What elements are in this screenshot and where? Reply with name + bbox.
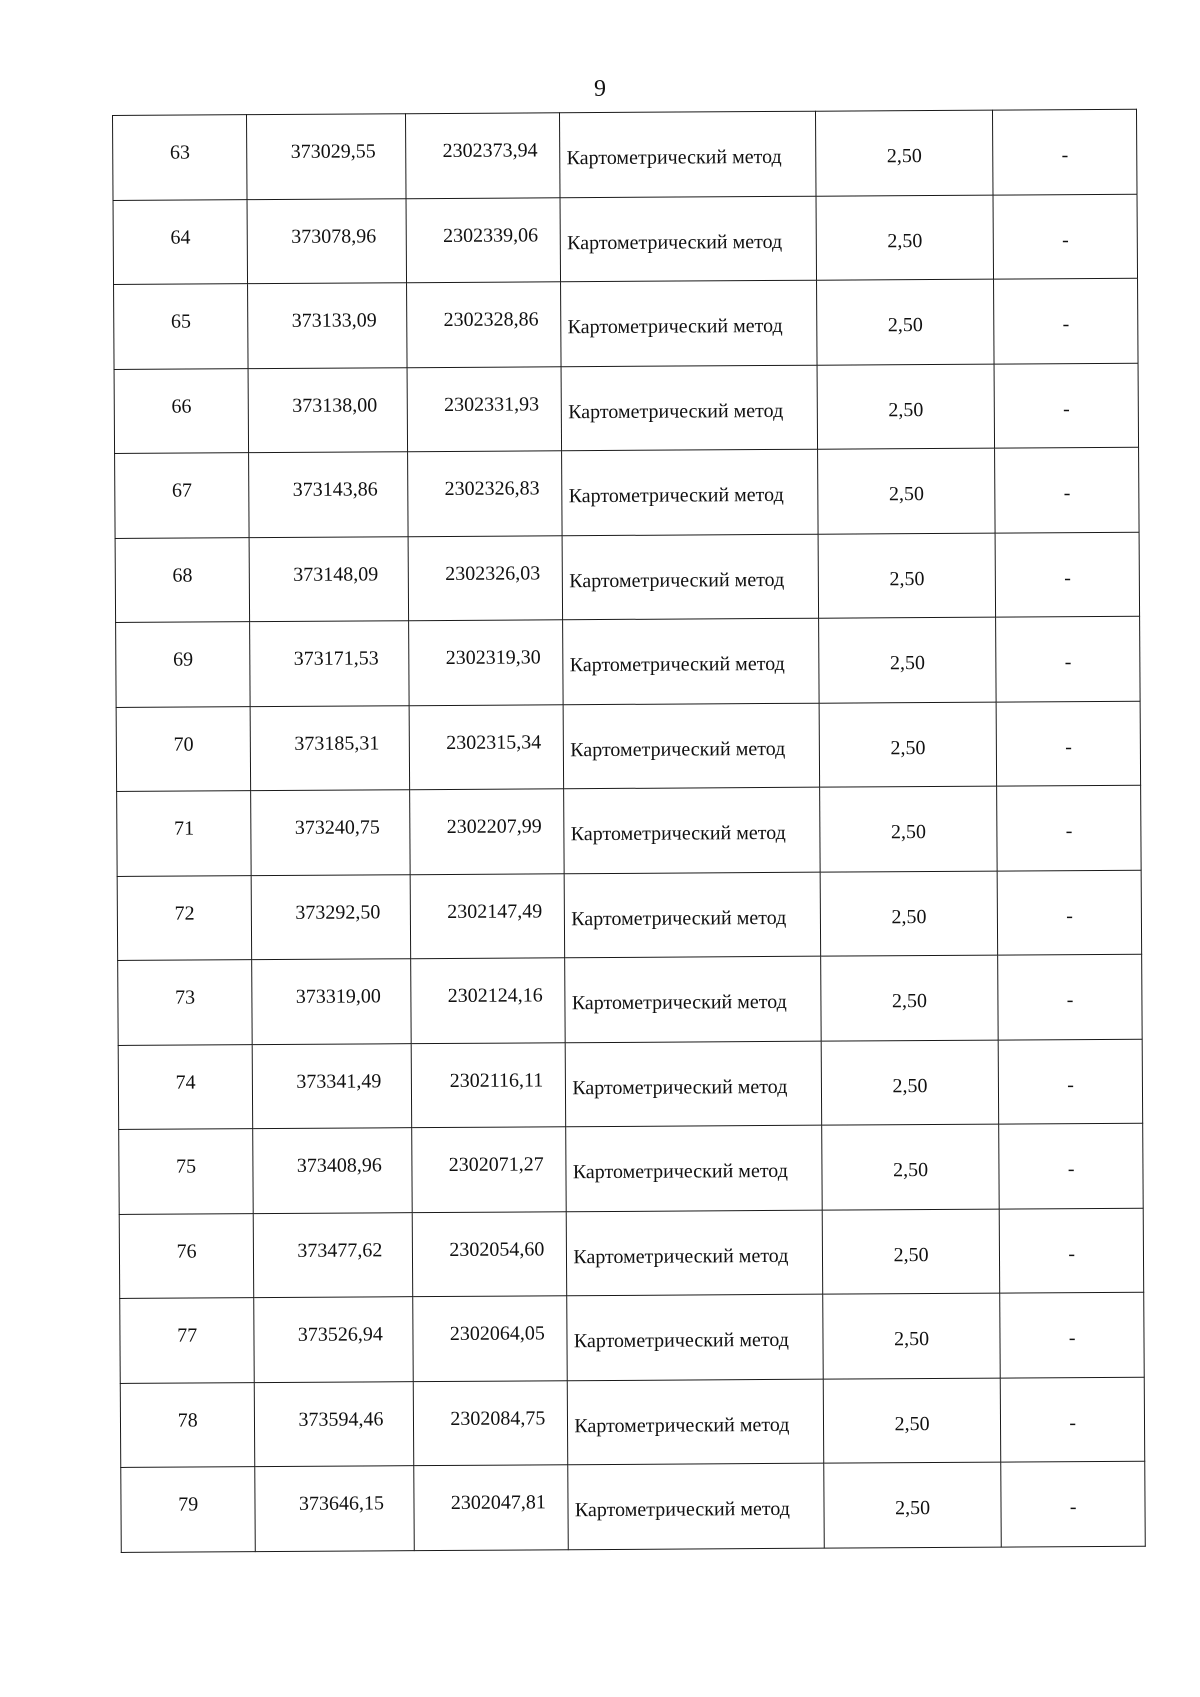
y-coordinate-cell: 2302054,60 bbox=[413, 1211, 567, 1296]
y-coordinate-cell: 2302207,99 bbox=[410, 789, 564, 874]
x-coordinate-cell: 373185,31 bbox=[251, 705, 411, 790]
y-coordinate-cell: 2302326,83 bbox=[408, 451, 562, 536]
x-coordinate-cell: 373526,94 bbox=[254, 1297, 414, 1382]
y-coordinate-cell: 2302373,94 bbox=[406, 113, 560, 198]
x-coordinate-cell: 373148,09 bbox=[249, 536, 409, 621]
accuracy-cell: 2,50 bbox=[823, 1293, 1001, 1379]
note-cell: - bbox=[994, 363, 1138, 448]
table-row bbox=[114, 278, 1138, 369]
method-cell: Картометрический метод bbox=[562, 449, 818, 535]
method-cell: Картометрический метод bbox=[564, 787, 820, 873]
accuracy-cell: 2,50 bbox=[823, 1378, 1001, 1464]
note-cell: - bbox=[993, 109, 1137, 194]
x-coordinate-cell: 373133,09 bbox=[248, 283, 408, 368]
note-cell: - bbox=[1000, 1292, 1144, 1377]
y-coordinate-cell: 2302116,11 bbox=[412, 1042, 566, 1127]
y-coordinate-cell: 2302315,34 bbox=[410, 704, 564, 789]
y-coordinate-cell: 2302124,16 bbox=[411, 958, 565, 1043]
method-cell: Картометрический метод bbox=[563, 618, 819, 704]
accuracy-cell: 2,50 bbox=[818, 617, 996, 703]
y-coordinate-cell: 2302147,49 bbox=[411, 873, 565, 958]
note-cell: - bbox=[996, 701, 1140, 786]
table-row bbox=[121, 1461, 1145, 1552]
note-cell: - bbox=[998, 954, 1142, 1039]
table-row bbox=[113, 194, 1137, 285]
accuracy-cell: 2,50 bbox=[820, 955, 998, 1041]
accuracy-cell: 2,50 bbox=[821, 1040, 999, 1126]
x-coordinate-cell: 373078,96 bbox=[247, 198, 407, 283]
method-cell: Картометрический метод bbox=[561, 280, 817, 366]
y-coordinate-cell: 2302326,03 bbox=[409, 535, 563, 620]
table-row bbox=[118, 1039, 1142, 1130]
method-cell: Картометрический метод bbox=[561, 365, 817, 451]
point-number-cell: 75 bbox=[119, 1129, 254, 1214]
table-row bbox=[120, 1292, 1144, 1383]
note-cell: - bbox=[995, 447, 1139, 532]
x-coordinate-cell: 373143,86 bbox=[249, 452, 409, 537]
accuracy-cell: 2,50 bbox=[819, 786, 997, 872]
method-cell: Картометрический метод bbox=[560, 196, 816, 282]
method-cell: Картометрический метод bbox=[565, 956, 821, 1042]
table-row bbox=[115, 447, 1139, 538]
x-coordinate-cell: 373477,62 bbox=[254, 1212, 414, 1297]
x-coordinate-cell: 373171,53 bbox=[250, 621, 410, 706]
accuracy-cell: 2,50 bbox=[819, 702, 997, 788]
note-cell: - bbox=[1001, 1461, 1145, 1546]
method-cell: Картометрический метод bbox=[566, 1125, 822, 1211]
y-coordinate-cell: 2302084,75 bbox=[414, 1380, 568, 1465]
x-coordinate-cell: 373319,00 bbox=[252, 959, 412, 1044]
point-number-cell: 79 bbox=[121, 1467, 256, 1552]
point-number-cell: 74 bbox=[118, 1044, 253, 1129]
method-cell: Картометрический метод bbox=[567, 1294, 823, 1380]
accuracy-cell: 2,50 bbox=[818, 533, 996, 619]
point-number-cell: 73 bbox=[118, 960, 253, 1045]
method-cell: Картометрический метод bbox=[560, 111, 816, 197]
method-cell: Картометрический метод bbox=[564, 872, 820, 958]
y-coordinate-cell: 2302319,30 bbox=[409, 620, 563, 705]
point-number-cell: 66 bbox=[114, 368, 249, 453]
y-coordinate-cell: 2302339,06 bbox=[406, 197, 560, 282]
note-cell: - bbox=[1000, 1208, 1144, 1293]
method-cell: Картометрический метод bbox=[563, 703, 819, 789]
method-cell: Картометрический метод bbox=[568, 1463, 824, 1549]
point-number-cell: 72 bbox=[117, 875, 252, 960]
y-coordinate-cell: 2302331,93 bbox=[407, 366, 561, 451]
table-row bbox=[119, 1208, 1143, 1299]
accuracy-cell: 2,50 bbox=[815, 110, 993, 196]
method-cell: Картометрический метод bbox=[568, 1379, 824, 1465]
table-row bbox=[115, 532, 1139, 623]
coordinates-table bbox=[112, 109, 1146, 1553]
y-coordinate-cell: 2302064,05 bbox=[413, 1296, 567, 1381]
y-coordinate-cell: 2302328,86 bbox=[407, 282, 561, 367]
note-cell: - bbox=[999, 1123, 1143, 1208]
note-cell: - bbox=[1001, 1377, 1145, 1462]
note-cell: - bbox=[993, 194, 1137, 279]
note-cell: - bbox=[997, 785, 1141, 870]
point-number-cell: 76 bbox=[119, 1213, 254, 1298]
method-cell: Картометрический метод bbox=[566, 1041, 822, 1127]
point-number-cell: 77 bbox=[120, 1298, 255, 1383]
table-row bbox=[116, 701, 1140, 792]
point-number-cell: 63 bbox=[113, 115, 248, 200]
point-number-cell: 67 bbox=[115, 453, 250, 538]
note-cell: - bbox=[994, 278, 1138, 363]
x-coordinate-cell: 373240,75 bbox=[251, 790, 411, 875]
method-cell: Картометрический метод bbox=[562, 534, 818, 620]
table-row bbox=[114, 363, 1138, 454]
point-number-cell: 64 bbox=[113, 199, 248, 284]
note-cell: - bbox=[995, 532, 1139, 617]
accuracy-cell: 2,50 bbox=[822, 1209, 1000, 1295]
point-number-cell: 78 bbox=[120, 1382, 255, 1467]
method-cell: Картометрический метод bbox=[567, 1210, 823, 1296]
table-row bbox=[117, 870, 1141, 961]
point-number-cell: 65 bbox=[114, 284, 249, 369]
y-coordinate-cell: 2302047,81 bbox=[414, 1465, 568, 1550]
table-row bbox=[117, 785, 1141, 876]
page-number: 9 bbox=[594, 76, 606, 102]
note-cell: - bbox=[996, 616, 1140, 701]
point-number-cell: 69 bbox=[116, 622, 251, 707]
note-cell: - bbox=[997, 870, 1141, 955]
point-number-cell: 68 bbox=[115, 537, 250, 622]
accuracy-cell: 2,50 bbox=[822, 1124, 1000, 1210]
accuracy-cell: 2,50 bbox=[824, 1462, 1002, 1548]
x-coordinate-cell: 373646,15 bbox=[255, 1466, 415, 1551]
point-number-cell: 71 bbox=[117, 791, 252, 876]
x-coordinate-cell: 373138,00 bbox=[248, 367, 408, 452]
table-row bbox=[120, 1377, 1144, 1468]
table-row bbox=[118, 954, 1142, 1045]
note-cell: - bbox=[998, 1039, 1142, 1124]
x-coordinate-cell: 373408,96 bbox=[253, 1128, 413, 1213]
accuracy-cell: 2,50 bbox=[817, 364, 995, 450]
table-body bbox=[113, 109, 1146, 1552]
accuracy-cell: 2,50 bbox=[816, 279, 994, 365]
x-coordinate-cell: 373341,49 bbox=[253, 1043, 413, 1128]
x-coordinate-cell: 373292,50 bbox=[252, 874, 412, 959]
x-coordinate-cell: 373029,55 bbox=[247, 114, 407, 199]
accuracy-cell: 2,50 bbox=[816, 195, 994, 281]
accuracy-cell: 2,50 bbox=[817, 448, 995, 534]
table-row bbox=[119, 1123, 1143, 1214]
x-coordinate-cell: 373594,46 bbox=[255, 1381, 415, 1466]
table-row bbox=[116, 616, 1140, 707]
table-row bbox=[113, 109, 1137, 200]
accuracy-cell: 2,50 bbox=[820, 871, 998, 957]
y-coordinate-cell: 2302071,27 bbox=[412, 1127, 566, 1212]
point-number-cell: 70 bbox=[116, 706, 251, 791]
